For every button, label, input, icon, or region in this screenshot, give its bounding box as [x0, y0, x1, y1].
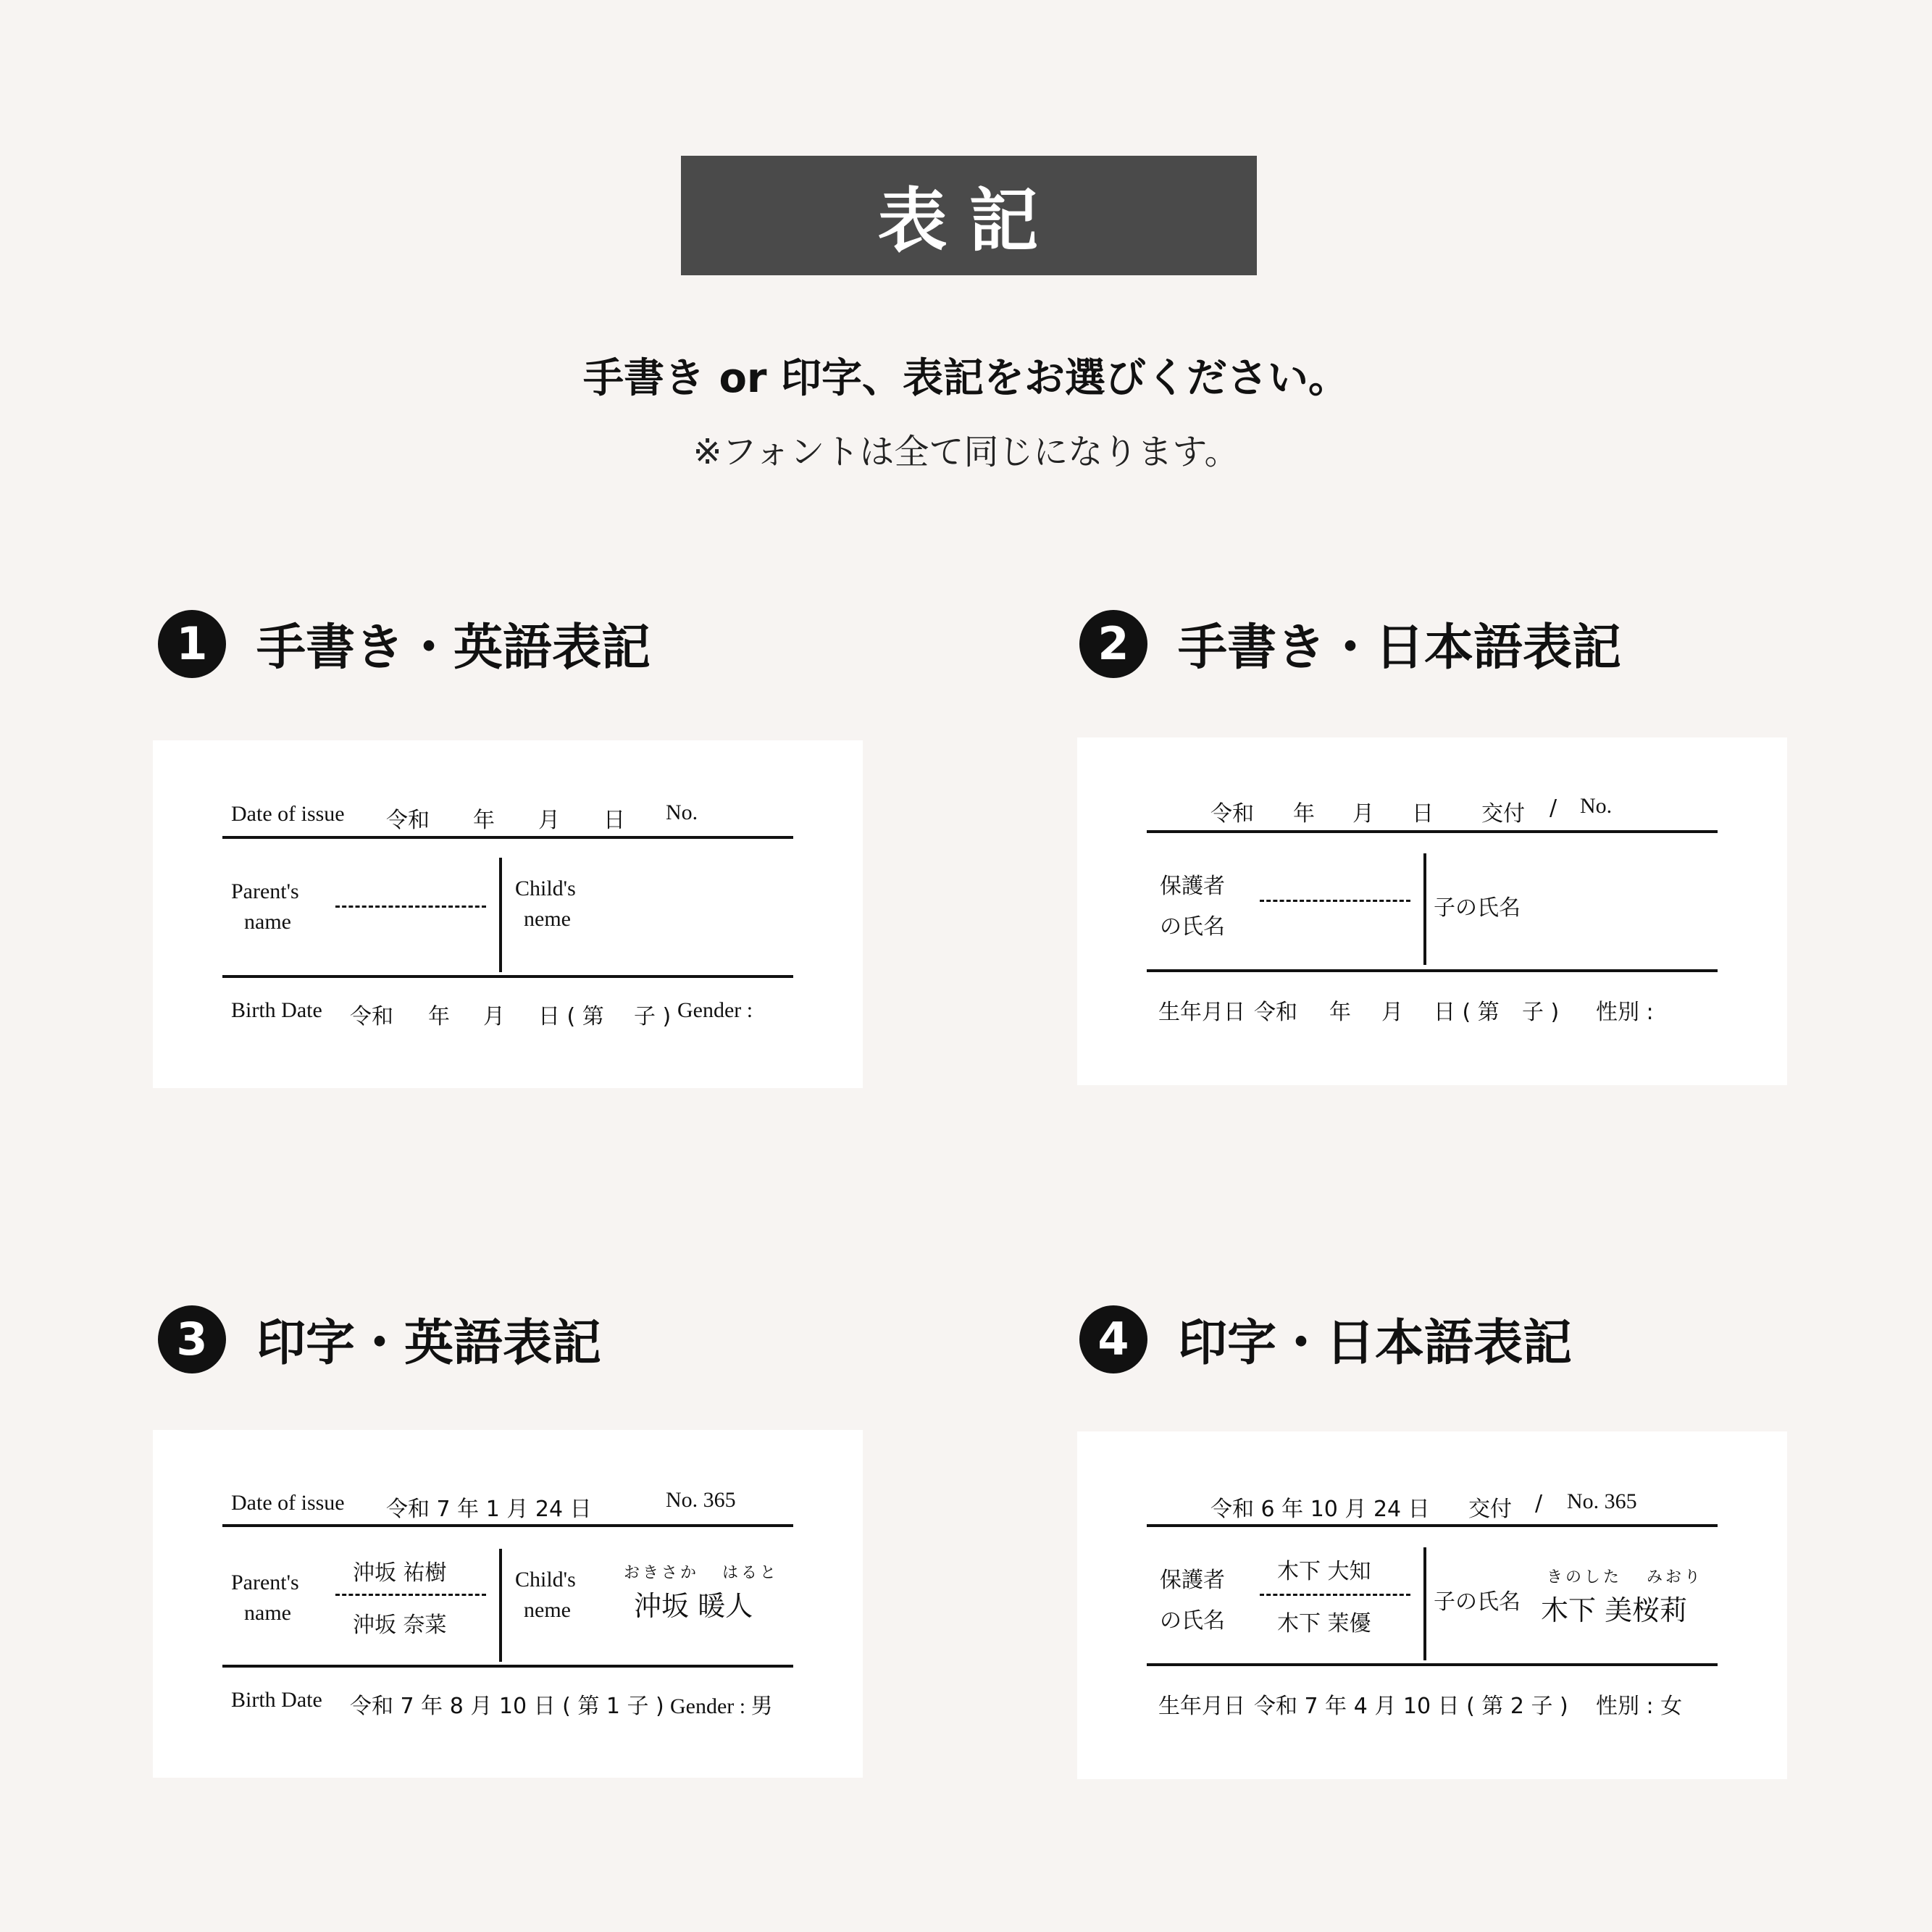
birth-era: 令和: [1254, 1000, 1297, 1025]
birth-year: 年: [428, 1004, 450, 1029]
top-rule: [222, 836, 793, 839]
era-label: 令和: [1210, 801, 1254, 827]
bottom-rule: [222, 1665, 793, 1668]
child-ruby-given: みおり: [1647, 1568, 1704, 1586]
card-printed-english: [153, 1430, 863, 1778]
birth-date-label: 生年月日: [1158, 1000, 1245, 1025]
parent-name-divider: [1260, 900, 1410, 902]
issue-label: 交付: [1481, 801, 1525, 827]
month-label: 月: [538, 808, 560, 833]
column-divider: [1423, 853, 1426, 965]
year-label: 年: [1293, 801, 1315, 827]
birth-date-value: 令和 7 年 8 月 10 日 ( 第 1 子 ): [350, 1694, 664, 1719]
father-name: 木下 大知: [1277, 1559, 1371, 1584]
birth-date-label: 生年月日: [1158, 1694, 1245, 1719]
no-value: No. 365: [666, 1488, 736, 1512]
mother-name: 沖坂 奈菜: [353, 1613, 447, 1638]
section-3-title: 3 印字・英語表記: [158, 1304, 601, 1374]
parent-label-1: 保護者: [1160, 1568, 1225, 1593]
bottom-rule: [1147, 1663, 1718, 1666]
issue-label: 交付: [1468, 1497, 1512, 1522]
column-divider: [499, 1549, 502, 1662]
number-badge-2: 2: [1079, 610, 1147, 678]
number-badge-4: 4: [1079, 1305, 1147, 1373]
birth-day: 日 ( 第: [538, 1004, 604, 1029]
no-label: No.: [666, 800, 698, 824]
month-label: 月: [1352, 801, 1374, 827]
child-label-2: neme: [524, 907, 571, 931]
date-of-issue-label: Date of issue: [231, 802, 345, 826]
column-divider: [1423, 1547, 1426, 1660]
top-rule: [1147, 1524, 1718, 1527]
gender-label: 性別 :: [1596, 1000, 1654, 1025]
no-value: No. 365: [1567, 1489, 1637, 1513]
intro-line-1: 手書き or 印字、表記をお選びください。: [582, 355, 1350, 402]
child-label-2: neme: [524, 1598, 571, 1622]
section-1-title: 1 手書き・英語表記: [158, 609, 651, 679]
intro-line-2: ※フォントは全て同じになります。: [693, 432, 1239, 472]
birth-year: 年: [1329, 1000, 1351, 1025]
title-banner: [681, 156, 1257, 275]
banner-title: 表記: [877, 180, 1061, 262]
section-2-title: 2 手書き・日本語表記: [1079, 609, 1621, 679]
day-label: 日: [603, 808, 625, 833]
parent-name-divider: [1260, 1594, 1410, 1596]
birth-date-value: 令和 7 年 4 月 10 日 ( 第 2 子 ): [1254, 1694, 1568, 1719]
parent-label-1: Parent's: [231, 1571, 299, 1594]
slash-label: /: [1550, 795, 1557, 821]
parent-name-divider: [335, 1594, 486, 1596]
top-rule: [1147, 830, 1718, 833]
number-badge-1: 1: [158, 610, 226, 678]
birth-day: 日 ( 第: [1434, 1000, 1500, 1025]
parent-label-2: name: [244, 910, 291, 934]
gender-label: Gender :: [677, 998, 753, 1022]
card-handwritten-japanese: [1077, 737, 1787, 1085]
parent-name-divider: [335, 906, 486, 908]
birth-date-label: Birth Date: [231, 998, 322, 1022]
era-label: 令和: [386, 808, 430, 833]
child-name: 沖坂 暖人: [634, 1590, 753, 1622]
date-value: 令和 7 年 1 月 24 日: [386, 1497, 592, 1522]
parent-label-1: Parent's: [231, 879, 299, 903]
child-label-1: Child's: [515, 1568, 576, 1592]
birth-era: 令和: [350, 1004, 393, 1029]
child-ruby-given: はると: [722, 1564, 779, 1582]
slash-label: /: [1535, 1491, 1543, 1516]
parent-label-1: 保護者: [1160, 874, 1225, 899]
gender-value: Gender : 男: [670, 1694, 773, 1718]
birth-child-order: 子 ): [634, 1004, 672, 1029]
date-of-issue-label: Date of issue: [231, 1491, 345, 1515]
child-label: 子の氏名: [1434, 895, 1521, 921]
parent-label-2: の氏名: [1160, 1608, 1225, 1634]
bottom-rule: [222, 975, 793, 978]
child-name: 木下 美桜莉: [1541, 1594, 1688, 1626]
gender-value: 性別 : 女: [1596, 1694, 1683, 1719]
no-label: No.: [1580, 794, 1613, 818]
birth-child-order: 子 ): [1522, 1000, 1560, 1025]
bottom-rule: [1147, 969, 1718, 972]
child-label: 子の氏名: [1434, 1589, 1521, 1615]
birth-month: 月: [1381, 1000, 1403, 1025]
column-divider: [499, 858, 502, 972]
birth-month: 月: [483, 1004, 505, 1029]
birth-date-label: Birth Date: [231, 1688, 322, 1712]
mother-name: 木下 茉優: [1277, 1611, 1371, 1636]
child-ruby-surname: おきさか: [624, 1564, 700, 1582]
child-label-1: Child's: [515, 877, 576, 900]
card-printed-japanese: [1077, 1431, 1787, 1779]
number-badge-3: 3: [158, 1305, 226, 1373]
day-label: 日: [1412, 801, 1434, 827]
date-value: 令和 6 年 10 月 24 日: [1210, 1497, 1430, 1522]
parent-label-2: の氏名: [1160, 914, 1225, 940]
child-ruby-surname: きのした: [1547, 1568, 1623, 1586]
father-name: 沖坂 祐樹: [353, 1560, 447, 1586]
parent-label-2: name: [244, 1601, 291, 1625]
year-label: 年: [473, 808, 495, 833]
top-rule: [222, 1524, 793, 1527]
card-handwritten-english: [153, 740, 863, 1088]
section-4-title: 4 印字・日本語表記: [1079, 1304, 1572, 1374]
